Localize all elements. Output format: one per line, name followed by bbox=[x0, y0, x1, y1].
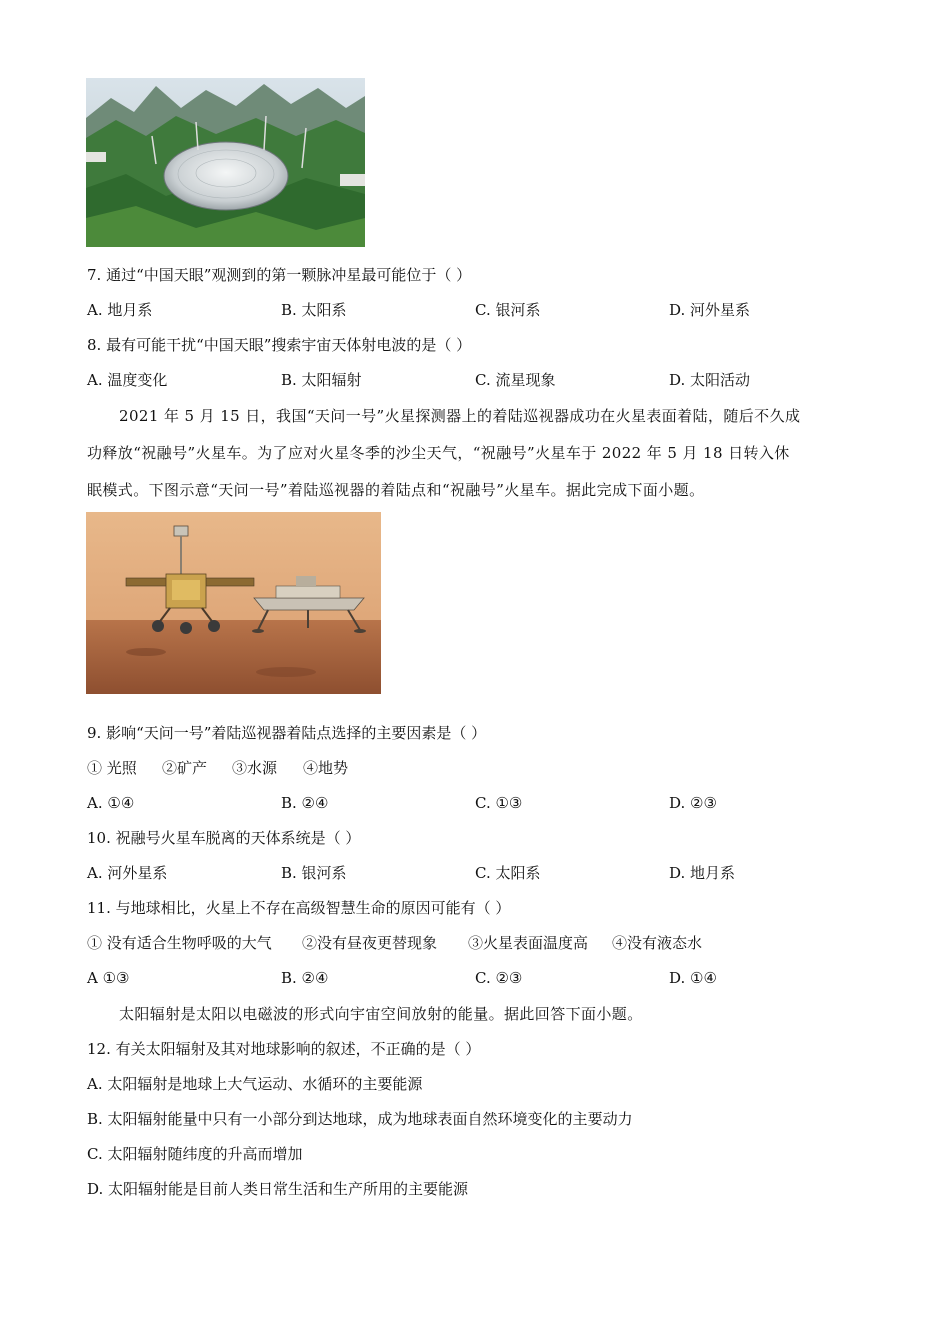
passage-1-line-1: 2021 年 5 月 15 日，我国“天问一号”火星探测器上的着陆巡视器成功在火星表面着陆，随后不久成 bbox=[119, 407, 801, 425]
question-12-option-a: A. 太阳辐射是地球上大气运动、水循环的主要能源 bbox=[87, 1075, 423, 1093]
question-7-option-d: D. 河外星系 bbox=[669, 301, 751, 319]
fast-telescope-photo bbox=[86, 78, 365, 247]
question-9-stem: 9. 影响“天问一号”着陆巡视器着陆点选择的主要因素是（ ） bbox=[87, 724, 487, 742]
question-9-option-d: D. ②③ bbox=[669, 794, 717, 812]
question-12-option-b: B. 太阳辐射能量中只有一小部分到达地球，成为地球表面自然环境变化的主要动力 bbox=[87, 1110, 633, 1128]
question-11-option-a: A ①③ bbox=[87, 969, 130, 987]
question-8-option-c: C. 流星现象 bbox=[475, 371, 556, 389]
question-7-option-a: A. 地月系 bbox=[87, 301, 153, 319]
question-12-option-c: C. 太阳辐射随纬度的升高而增加 bbox=[87, 1145, 303, 1163]
mars-rover-illustration bbox=[86, 512, 381, 694]
question-9-option-b: B. ②④ bbox=[281, 794, 329, 812]
question-7-option-c: C. 银河系 bbox=[475, 301, 541, 319]
question-11-option-b: B. ②④ bbox=[281, 969, 329, 987]
passage-1-line-2: 功释放“祝融号”火星车。为了应对火星冬季的沙尘天气，“祝融号”火星车于 2022 年 5 月 18 日转入休 bbox=[87, 444, 790, 462]
passage-2: 太阳辐射是太阳以电磁波的形式向宇宙空间放射的能量。据此回答下面小题。 bbox=[119, 1005, 643, 1023]
question-9-factor-3: ③水源 bbox=[232, 759, 278, 777]
question-11-factor-4: ④没有液态水 bbox=[612, 934, 703, 952]
question-11-option-d: D. ①④ bbox=[669, 969, 717, 987]
question-11-factor-1: ① 没有适合生物呼吸的大气 bbox=[87, 934, 272, 952]
mars-rover-lander-photo bbox=[86, 512, 381, 694]
question-9-factor-4: ④地势 bbox=[303, 759, 349, 777]
question-8-option-a: A. 温度变化 bbox=[87, 371, 168, 389]
question-12-option-d: D. 太阳辐射能是目前人类日常生活和生产所用的主要能源 bbox=[87, 1180, 469, 1198]
question-9-factor-1: ① 光照 bbox=[87, 759, 137, 777]
question-11-factor-2: ②没有昼夜更替现象 bbox=[302, 934, 438, 952]
fast-telescope-illustration bbox=[86, 78, 365, 247]
question-8-option-b: B. 太阳辐射 bbox=[281, 371, 362, 389]
question-12-stem: 12. 有关太阳辐射及其对地球影响的叙述，不正确的是（ ） bbox=[87, 1040, 481, 1058]
passage-1-line-3: 眠模式。下图示意“天问一号”着陆巡视器的着陆点和“祝融号”火星车。据此完成下面小题。 bbox=[87, 481, 705, 499]
question-7-option-b: B. 太阳系 bbox=[281, 301, 347, 319]
question-11-factor-3: ③火星表面温度高 bbox=[468, 934, 589, 952]
question-10-option-d: D. 地月系 bbox=[669, 864, 736, 882]
question-7-stem: 7. 通过“中国天眼”观测到的第一颗脉冲星最可能位于（ ） bbox=[87, 266, 472, 284]
question-11-option-c: C. ②③ bbox=[475, 969, 523, 987]
question-8-option-d: D. 太阳活动 bbox=[669, 371, 751, 389]
question-10-option-a: A. 河外星系 bbox=[87, 864, 168, 882]
question-10-stem: 10. 祝融号火星车脱离的天体系统是（ ） bbox=[87, 829, 361, 847]
question-8-stem: 8. 最有可能干扰“中国天眼”搜索宇宙天体射电波的是（ ） bbox=[87, 336, 472, 354]
question-9-factor-2: ②矿产 bbox=[162, 759, 208, 777]
question-9-option-c: C. ①③ bbox=[475, 794, 523, 812]
question-9-option-a: A. ①④ bbox=[87, 794, 135, 812]
question-10-option-b: B. 银河系 bbox=[281, 864, 347, 882]
question-10-option-c: C. 太阳系 bbox=[475, 864, 541, 882]
question-11-stem: 11. 与地球相比，火星上不存在高级智慧生命的原因可能有（ ） bbox=[87, 899, 511, 917]
